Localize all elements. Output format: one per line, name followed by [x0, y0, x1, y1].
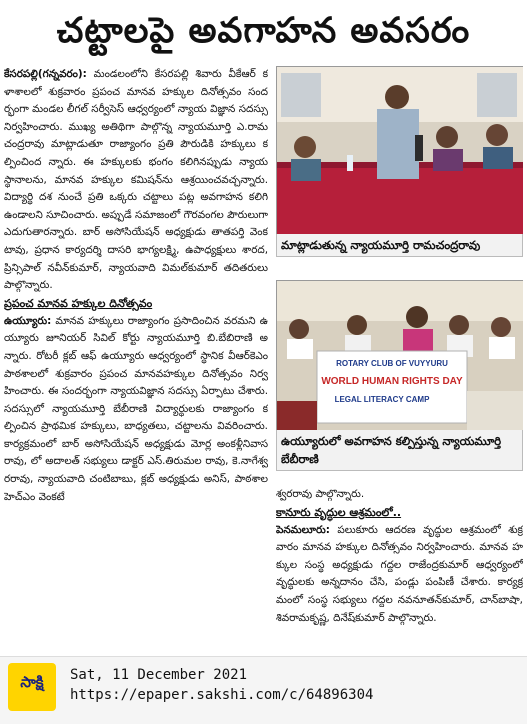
edition-date: Sat, 11 December 2021 [70, 667, 248, 683]
footer [0, 656, 527, 724]
photo-judge-speaking [276, 66, 523, 236]
paragraph-1-body: మండలంలోని కేసరపల్లి శివారు వీకేఆర్ కళాశాలలో శుక్రవారం ప్రపంచ మానవ హక్కుల దినోత్సవం సందర్భంగా మండల లీగల్ సర్వీసెస్ ఆధ్వర్యంలో న్యాయ విజ్ఞాన సదస్సు నిర్వహించారు. ముఖ్య అతిథిగా పాల్గొన్న న్యాయమూర్తి ఎ.రామచంద్రరావు మాట్లాడుతూ రాజ్యాంగం ప్రతి పౌరుడికి హక్కులు కల్పించింద న్నారు. ఈ హక్కులకు భంగం కలిగినప్పుడు న్యాయస్థానాలను, మానవ హక్కుల కమిషన్‌ను ఆశ్రయించవచ్చన్నారు. విద్యార్థి దశ నుంచే ప్రతి ఒక్కరు చట్టాలు పట్ల అవగాహన కలిగి ఉండాలని సూచించారు. అప్పుడే సమాజంలో గౌరవంగల పౌరులుగా ఎదుగుతారన్నారు. బార్ అసోసియేషన్ అధ్యక్షుడు తాతపర్తి వెంకటావు, ప్రధాన కార్యదర్శి దాసరి భాగ్యలక్ష్మి, ఉపాధ్యక్షులు శారద, ప్రిన్సిపాల్ నవీన్‌కుమార్, న్యాయవాది విమల్‌కుమార్ తదితరులు పాల్గొన్నారు. [4, 68, 268, 292]
headline: చట్టాలపై అవగాహన అవసరం [56, 11, 471, 51]
sakshi-logo [8, 663, 56, 711]
subheading-old-age-home: కానూరు వృద్ధుల ఆశ్రమంలో.. [276, 505, 402, 519]
dateline-kesarapalli: కేసరపల్లి(గన్నవరం): [4, 68, 87, 80]
epaper-link[interactable]: https://epaper.sakshi.com/c/64896304 [70, 687, 374, 703]
banner-camp-name: LEGAL LITERACY CAMP [334, 395, 430, 404]
banner-club-name: ROTARY CLUB OF VUYYURU [336, 359, 448, 368]
caption-photo-1: మాట్లాడుతున్న న్యాయమూర్తి రామచంద్రరావు [276, 234, 523, 257]
banner-event-name: WORLD HUMAN RIGHTS DAY [321, 376, 463, 387]
article-paragraph-4 [276, 522, 523, 628]
caption-photo-2: ఉయ్యూరులో అవగాహన కల్పిస్తున్న న్యాయమూర్తి బేబీరాణి [276, 430, 523, 471]
article-paragraph-3: శ్వరరావు పాల్గొన్నారు. [276, 488, 365, 500]
photo-legal-literacy-camp [276, 280, 523, 432]
logo-text: సాక్షి [20, 673, 44, 691]
article-paragraph-2 [4, 313, 268, 507]
article-paragraph-1 [4, 66, 268, 295]
dateline-vuyyuru: ఉయ్యూరు: [4, 314, 52, 327]
right-column [276, 66, 523, 652]
right-text-block [276, 486, 523, 627]
paragraph-2-body: మానవ హక్కులు రాజ్యాంగం ప్రసాదించిన వరమని ఉయ్యూరు జూనియర్ సివిల్ కోర్టు న్యాయమూర్తి బి.బేబిరాణి అన్నారు. రోటరీ క్లబ్ ఆఫ్ ఉయ్యూరు ఆధ్వర్యంలో స్థానిక వీఆర్‌కెఎం పాఠశాలలో శుక్రవారం ప్రపంచ మానవహక్కుల దినోత్సవం నిర్వహించారు. ఈ సందర్భంగా న్యాయవిజ్ఞాన సదస్సు ఏర్పాటు చేశారు. సదస్సులో న్యాయమూర్తి బేబీరాణి విద్యార్థులకు రాజ్యాంగం కల్పించిన ప్రాథమిక హక్కులు, బాధ్యతలు, చట్టాలను వివరించారు. కార్యక్రమంలో బార్ అసోసియేషన్ అధ్యక్షుడు మోర్ల అంకళ్లీనివాస రావు, లో అదాలత్ సభ్యులు డాక్టర్ ఎస్.తిరుమల రావు, కె.నాగేశ్వరరావు, న్యాయవాది చంటిబాబు, క్లబ్ అధ్యక్షుడు అనిస్, పాఠశాల హెచ్ఎం వెంకటే [4, 314, 268, 503]
paragraph-4-body: పలుకూరు ఆదరణ వృద్ధుల ఆశ్రమంలో శుక్రవారం మానవ హక్కుల దినోత్సవం నిర్వహించారు. మానవ హక్కుల సంస్థ అధ్యక్షుడు గద్దల రాజేంద్రకుమార్ ఆధ్వర్యంలో వృద్ధులకు అన్నదానం చేసి, పండ్లు పంపిణీ చేశారు. కార్యక్రమంలో సంస్థ సభ్యులు గద్దల నవనూతన్‌కుమార్, చాన్‌బాషా, శివరామకృష్ణ, దినేష్‌కుమార్ పాల్గొన్నారు. [276, 523, 523, 624]
dateline-penamaluru: పెనమలూరు: [276, 523, 330, 536]
subheading-human-rights-day: ప్రపంచ మానవ హక్కుల దినోత్సవం [4, 296, 153, 310]
left-column [4, 66, 268, 652]
